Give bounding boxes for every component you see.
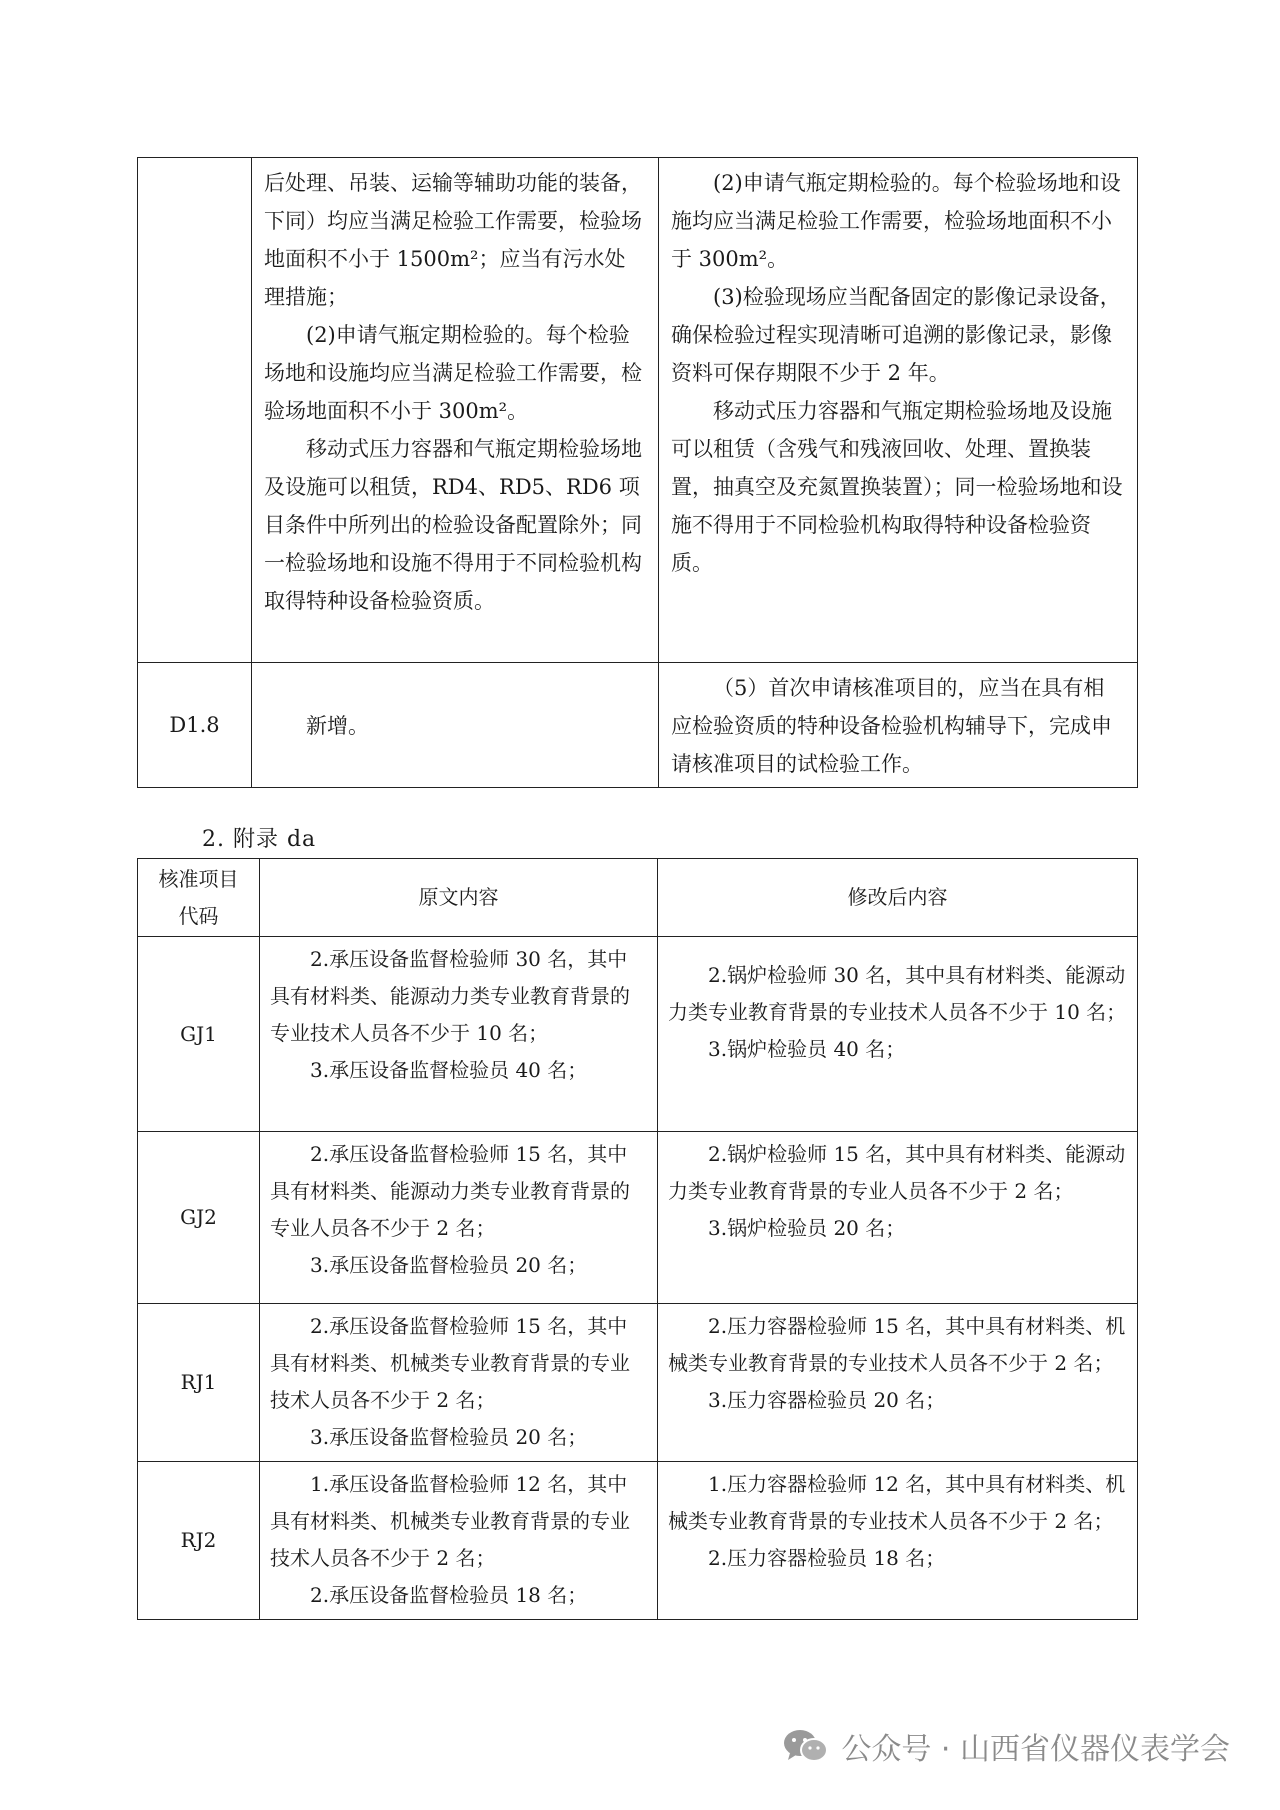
header-code: 核准项目代码 [138, 859, 260, 937]
original-content [252, 158, 659, 663]
paragraph: 移动式压力容器和气瓶定期检验场地及设施可以租赁（含残气和残液回收、处理、置换装置，抽真空及充氮置换装置）；同一检验场地和设施不得用于不同检验机构取得特种设备检验资质。 [671, 399, 1123, 575]
table-appendix-da [137, 858, 1138, 1620]
paragraph: 3.压力容器检验员 20 名； [708, 1388, 946, 1412]
item-code: GJ2 [138, 1132, 260, 1304]
paragraph: 新增。 [306, 714, 369, 738]
revised-content [658, 1304, 1138, 1462]
revised-content [659, 158, 1138, 663]
table-row [138, 937, 1138, 1132]
paragraph: 3.承压设备监督检验员 20 名； [310, 1253, 588, 1277]
table-row [138, 1304, 1138, 1462]
section-title: 2. 附录 da [202, 827, 317, 852]
paragraph: (3)检验现场应当配备固定的影像记录设备，确保检验过程实现清晰可追溯的影像记录，影像资料可保存期限不少于 2 年。 [671, 285, 1121, 385]
paragraph: 1.压力容器检验师 12 名，其中具有材料类、机械类专业教育背景的专业技术人员各不少于 2 名； [668, 1472, 1126, 1533]
paragraph: 2.承压设备监督检验员 18 名； [310, 1583, 588, 1607]
paragraph: 2.锅炉检验师 15 名，其中具有材料类、能源动力类专业教育背景的专业人员各不少于 2 名； [668, 1142, 1126, 1203]
item-code: GJ1 [138, 937, 260, 1132]
item-code [138, 158, 252, 663]
original-content [260, 1304, 658, 1462]
paragraph: 3.承压设备监督检验员 20 名； [310, 1425, 588, 1449]
revised-content [658, 937, 1138, 1132]
paragraph: 1.承压设备监督检验师 12 名，其中具有材料类、机械类专业教育背景的专业技术人员各不少于 2 名； [270, 1472, 630, 1570]
paragraph: 2.压力容器检验师 15 名，其中具有材料类、机械类专业教育背景的专业技术人员各不少于 2 名； [668, 1314, 1126, 1375]
original-content [252, 663, 659, 788]
paragraph: 移动式压力容器和气瓶定期检验场地及设施可以租赁，RD4、RD5、RD6 项目条件中所列出的检验设备配置除外；同一检验场地和设施不得用于不同检验机构取得特种设备检验资质。 [264, 437, 642, 613]
header-original: 原文内容 [260, 859, 658, 937]
paragraph: (2)申请气瓶定期检验的。每个检验场地和设施均应当满足检验工作需要，检验场地面积不小于 300m²。 [264, 323, 642, 423]
table-header-row [138, 859, 1138, 937]
wechat-icon [781, 1726, 831, 1766]
paragraph: (2)申请气瓶定期检验的。每个检验场地和设施均应当满足检验工作需要，检验场地面积不小于 300m²。 [671, 171, 1121, 271]
header-revised: 修改后内容 [658, 859, 1138, 937]
paragraph: 3.锅炉检验员 20 名； [708, 1216, 906, 1240]
paragraph: 2.承压设备监督检验师 30 名，其中具有材料类、能源动力类专业教育背景的专业技术人员各不少于 10 名； [270, 947, 630, 1045]
original-content [260, 1132, 658, 1304]
revised-content [659, 663, 1138, 788]
paragraph: 3.锅炉检验员 40 名； [708, 1037, 906, 1061]
revised-content [658, 1132, 1138, 1304]
paragraph: 2.承压设备监督检验师 15 名，其中具有材料类、机械类专业教育背景的专业技术人员各不少于 2 名； [270, 1314, 630, 1412]
item-code: RJ1 [138, 1304, 260, 1462]
watermark-text: 公众号 · 山西省仪器仪表学会 [841, 1732, 1230, 1767]
paragraph: 后处理、吊装、运输等辅助功能的装备，下同）均应当满足检验工作需要，检验场地面积不小于 1500m²；应当有污水处理措施； [264, 171, 642, 309]
paragraph: （5）首次申请核准项目的，应当在具有相应检验资质的特种设备检验机构辅导下，完成申请核准项目的试检验工作。 [671, 676, 1112, 776]
paragraph: 3.承压设备监督检验员 40 名； [310, 1058, 588, 1082]
item-code: RJ2 [138, 1462, 260, 1620]
paragraph: 2.压力容器检验员 18 名； [708, 1546, 946, 1570]
watermark [781, 1724, 1230, 1768]
table-row [138, 663, 1138, 788]
paragraph: 2.承压设备监督检验师 15 名，其中具有材料类、能源动力类专业教育背景的专业人员各不少于 2 名； [270, 1142, 630, 1240]
original-content [260, 1462, 658, 1620]
table-row [138, 158, 1138, 663]
table-row [138, 1462, 1138, 1620]
item-code: D1.8 [138, 663, 252, 788]
original-content [260, 937, 658, 1132]
table-basic-conditions-continued [137, 157, 1138, 788]
paragraph: 2.锅炉检验师 30 名，其中具有材料类、能源动力类专业教育背景的专业技术人员各不少于 10 名； [668, 963, 1127, 1024]
table-row [138, 1132, 1138, 1304]
revised-content [658, 1462, 1138, 1620]
